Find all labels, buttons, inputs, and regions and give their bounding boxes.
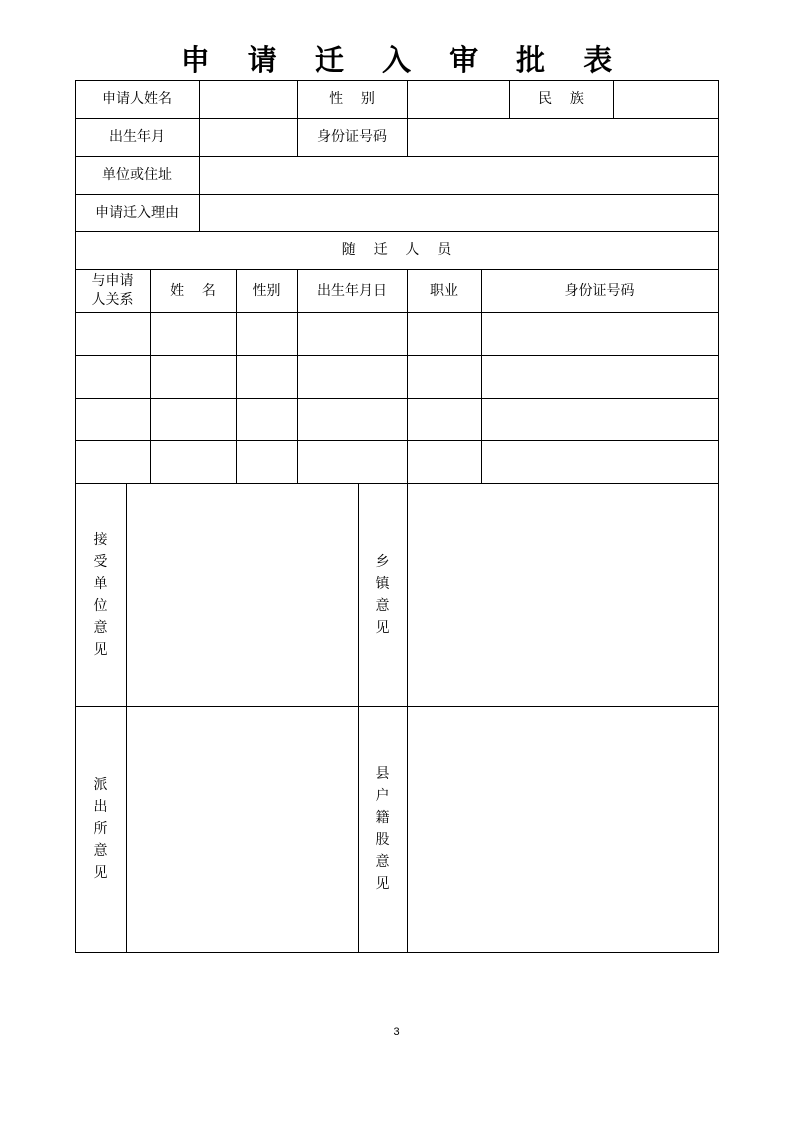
id-number-cell[interactable] (481, 355, 718, 398)
gender-cell[interactable] (236, 398, 297, 440)
name-cell[interactable] (150, 398, 236, 440)
receiving-unit-opinion-field[interactable] (126, 483, 358, 706)
label-char: 意 (375, 597, 390, 614)
label-char: 镇 (375, 575, 390, 592)
occupation-cell[interactable] (407, 312, 481, 355)
birth-date-cell[interactable] (297, 398, 407, 440)
label-char: 出 (93, 799, 108, 815)
label-char: 县 (375, 766, 390, 782)
page-number: 3 (393, 1026, 400, 1038)
label-char: 户 (375, 788, 390, 804)
label-char: 见 (375, 619, 390, 636)
county-registry-opinion-field[interactable] (407, 706, 718, 952)
id-number-cell[interactable] (481, 312, 718, 355)
gender-header: 性别 (252, 282, 281, 299)
id-number-cell[interactable] (481, 440, 718, 483)
relation-cell[interactable] (75, 398, 150, 440)
relation-header-line: 人关系 (91, 291, 134, 308)
police-station-opinion-label (75, 706, 126, 952)
label-char: 乡 (375, 553, 390, 570)
ethnicity-field[interactable] (613, 80, 718, 118)
reason-label: 申请迁入理由 (95, 204, 179, 221)
reason-field[interactable] (199, 194, 718, 231)
label-char: 位 (93, 597, 108, 614)
id-number-header: 身份证号码 (564, 282, 635, 299)
table-border-bottom (75, 952, 719, 953)
form-title: 申 请 迁 入 审 批 表 (180, 43, 627, 77)
address-field[interactable] (199, 156, 718, 194)
label-char: 派 (93, 777, 108, 793)
id-number-field[interactable] (407, 118, 718, 156)
label-char: 所 (93, 821, 108, 837)
police-station-opinion-field[interactable] (126, 706, 358, 952)
relation-cell[interactable] (75, 440, 150, 483)
label-char: 见 (93, 865, 108, 881)
occupation-cell[interactable] (407, 398, 481, 440)
id-number-label: 身份证号码 (317, 129, 387, 145)
occupation-cell[interactable] (407, 355, 481, 398)
gender-cell[interactable] (236, 440, 297, 483)
label-char: 受 (93, 553, 108, 570)
dependents-section-title: 随 迁 人 员 (341, 242, 452, 258)
label-char: 意 (93, 619, 108, 636)
gender-label: 性 别 (329, 91, 375, 107)
relation-cell[interactable] (75, 355, 150, 398)
relation-header-line: 与申请 (91, 272, 134, 289)
township-opinion-field[interactable] (407, 483, 718, 706)
relation-header (75, 269, 150, 312)
applicant-name-field[interactable] (199, 80, 297, 118)
gender-cell[interactable] (236, 312, 297, 355)
name-cell[interactable] (150, 440, 236, 483)
township-opinion-label (358, 483, 407, 706)
applicant-name-label: 申请人姓名 (102, 91, 172, 107)
birth-date-cell[interactable] (297, 440, 407, 483)
ethnicity-label: 民 族 (538, 91, 584, 107)
label-char: 籍 (375, 810, 390, 826)
birth-date-field[interactable] (199, 118, 297, 156)
label-char: 单 (93, 575, 108, 592)
birth-date-cell[interactable] (297, 312, 407, 355)
birth-date-header: 出生年月日 (317, 282, 387, 299)
label-char: 股 (375, 832, 390, 848)
id-number-cell[interactable] (481, 398, 718, 440)
relation-cell[interactable] (75, 312, 150, 355)
label-char: 接 (93, 531, 108, 548)
birth-date-label: 出生年月 (109, 129, 165, 145)
occupation-cell[interactable] (407, 440, 481, 483)
occupation-header: 职业 (430, 282, 458, 299)
receiving-unit-opinion-label (75, 483, 126, 706)
label-char: 见 (375, 876, 390, 892)
label-char: 意 (93, 843, 108, 859)
birth-date-cell[interactable] (297, 355, 407, 398)
label-char: 见 (93, 641, 108, 658)
table-border-right (718, 80, 719, 953)
county-registry-opinion-label (358, 706, 407, 952)
gender-field[interactable] (407, 80, 509, 118)
name-header: 姓 名 (170, 282, 216, 299)
label-char: 意 (375, 854, 390, 870)
name-cell[interactable] (150, 312, 236, 355)
address-label: 单位或住址 (102, 167, 172, 183)
gender-cell[interactable] (236, 355, 297, 398)
name-cell[interactable] (150, 355, 236, 398)
